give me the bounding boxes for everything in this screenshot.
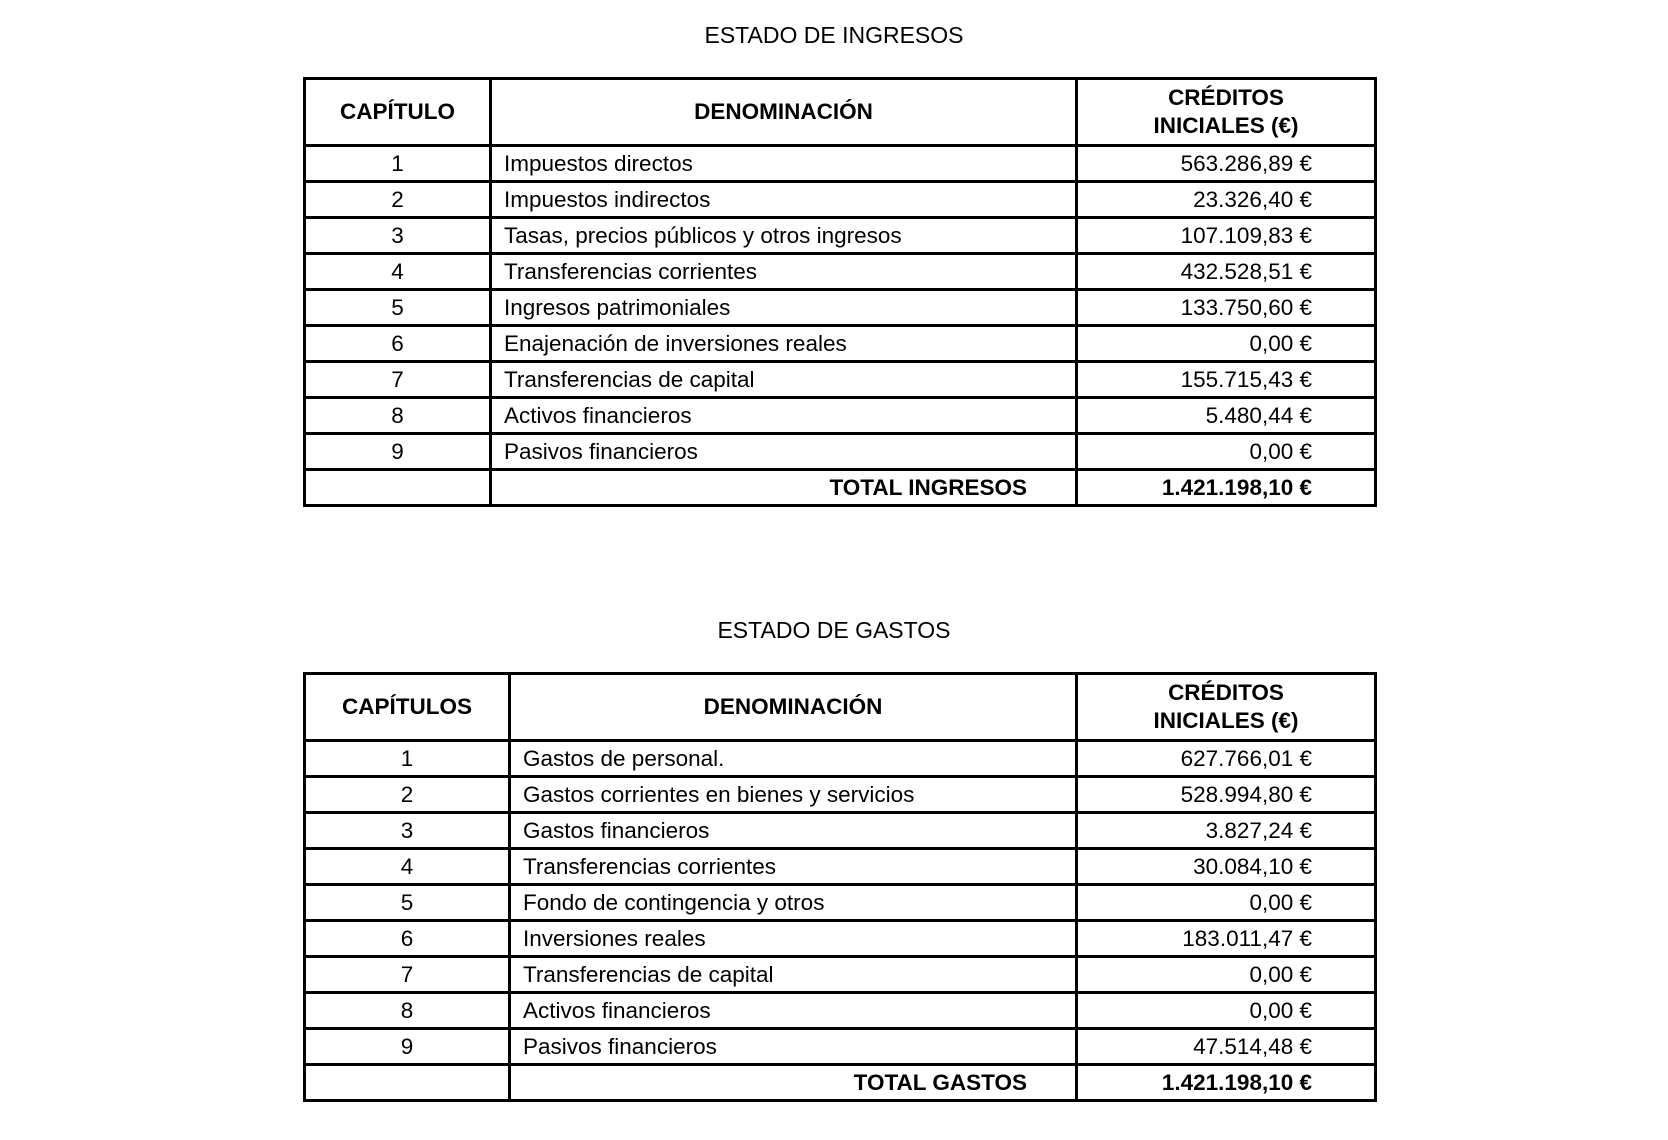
denominacion-cell: Inversiones reales bbox=[510, 921, 1077, 957]
creditos-cell: 23.326,40 € bbox=[1077, 182, 1376, 218]
capitulo-cell: 3 bbox=[305, 218, 491, 254]
table-row bbox=[305, 146, 1376, 182]
creditos-cell: 47.514,48 € bbox=[1077, 1029, 1376, 1065]
capitulo-cell: 5 bbox=[305, 885, 510, 921]
table-row bbox=[305, 398, 1376, 434]
creditos-cell: 107.109,83 € bbox=[1077, 218, 1376, 254]
denominacion-cell: Impuestos indirectos bbox=[491, 182, 1077, 218]
creditos-cell: 0,00 € bbox=[1077, 957, 1376, 993]
denominacion-cell: Pasivos financieros bbox=[491, 434, 1077, 470]
table-row bbox=[305, 218, 1376, 254]
total-label: TOTAL INGRESOS bbox=[491, 470, 1077, 506]
capitulo-cell: 6 bbox=[305, 326, 491, 362]
capitulo-cell: 1 bbox=[305, 741, 510, 777]
header-capitulo: CAPÍTULO bbox=[305, 79, 491, 146]
empty-cell bbox=[305, 1065, 510, 1101]
capitulo-cell: 7 bbox=[305, 957, 510, 993]
table-row bbox=[305, 993, 1376, 1029]
denominacion-cell: Transferencias corrientes bbox=[491, 254, 1077, 290]
denominacion-cell: Ingresos patrimoniales bbox=[491, 290, 1077, 326]
creditos-cell: 133.750,60 € bbox=[1077, 290, 1376, 326]
denominacion-cell: Fondo de contingencia y otros bbox=[510, 885, 1077, 921]
creditos-cell: 0,00 € bbox=[1077, 885, 1376, 921]
gastos-table bbox=[303, 672, 1377, 1102]
capitulo-cell: 8 bbox=[305, 398, 491, 434]
header-creditos: CRÉDITOS INICIALES (€) bbox=[1077, 674, 1376, 741]
table-row bbox=[305, 885, 1376, 921]
creditos-cell: 30.084,10 € bbox=[1077, 849, 1376, 885]
capitulo-cell: 6 bbox=[305, 921, 510, 957]
creditos-cell: 5.480,44 € bbox=[1077, 398, 1376, 434]
denominacion-cell: Impuestos directos bbox=[491, 146, 1077, 182]
table-row bbox=[305, 290, 1376, 326]
capitulo-cell: 9 bbox=[305, 1029, 510, 1065]
table-row bbox=[305, 362, 1376, 398]
denominacion-cell: Tasas, precios públicos y otros ingresos bbox=[491, 218, 1077, 254]
capitulo-cell: 7 bbox=[305, 362, 491, 398]
ingresos-title: ESTADO DE INGRESOS bbox=[704, 22, 964, 48]
creditos-cell: 528.994,80 € bbox=[1077, 777, 1376, 813]
capitulo-cell: 9 bbox=[305, 434, 491, 470]
total-amount: 1.421.198,10 € bbox=[1077, 1065, 1376, 1101]
creditos-cell: 3.827,24 € bbox=[1077, 813, 1376, 849]
header-capitulos: CAPÍTULOS bbox=[305, 674, 510, 741]
header-creditos: CRÉDITOS INICIALES (€) bbox=[1077, 79, 1376, 146]
denominacion-cell: Transferencias corrientes bbox=[510, 849, 1077, 885]
creditos-cell: 155.715,43 € bbox=[1077, 362, 1376, 398]
creditos-cell: 0,00 € bbox=[1077, 434, 1376, 470]
capitulo-cell: 1 bbox=[305, 146, 491, 182]
table-row bbox=[305, 813, 1376, 849]
table-row bbox=[305, 921, 1376, 957]
capitulo-cell: 2 bbox=[305, 777, 510, 813]
creditos-cell: 563.286,89 € bbox=[1077, 146, 1376, 182]
total-row bbox=[305, 470, 1376, 506]
header-denominacion: DENOMINACIÓN bbox=[510, 674, 1077, 741]
empty-cell bbox=[305, 470, 491, 506]
table-row bbox=[305, 741, 1376, 777]
creditos-cell: 432.528,51 € bbox=[1077, 254, 1376, 290]
capitulo-cell: 4 bbox=[305, 849, 510, 885]
creditos-cell: 0,00 € bbox=[1077, 326, 1376, 362]
table-row bbox=[305, 777, 1376, 813]
denominacion-cell: Enajenación de inversiones reales bbox=[491, 326, 1077, 362]
creditos-cell: 183.011,47 € bbox=[1077, 921, 1376, 957]
capitulo-cell: 8 bbox=[305, 993, 510, 1029]
denominacion-cell: Gastos financieros bbox=[510, 813, 1077, 849]
capitulo-cell: 5 bbox=[305, 290, 491, 326]
table-row bbox=[305, 182, 1376, 218]
table-row bbox=[305, 254, 1376, 290]
header-row bbox=[305, 79, 1376, 146]
ingresos-table bbox=[303, 77, 1377, 507]
header-denominacion: DENOMINACIÓN bbox=[491, 79, 1077, 146]
denominacion-cell: Gastos corrientes en bienes y servicios bbox=[510, 777, 1077, 813]
header-row bbox=[305, 674, 1376, 741]
denominacion-cell: Transferencias de capital bbox=[510, 957, 1077, 993]
total-row bbox=[305, 1065, 1376, 1101]
gastos-title: ESTADO DE GASTOS bbox=[717, 617, 951, 643]
total-amount: 1.421.198,10 € bbox=[1077, 470, 1376, 506]
denominacion-cell: Transferencias de capital bbox=[491, 362, 1077, 398]
creditos-cell: 0,00 € bbox=[1077, 993, 1376, 1029]
table-row bbox=[305, 957, 1376, 993]
table-row bbox=[305, 1029, 1376, 1065]
total-label: TOTAL GASTOS bbox=[510, 1065, 1077, 1101]
capitulo-cell: 3 bbox=[305, 813, 510, 849]
creditos-cell: 627.766,01 € bbox=[1077, 741, 1376, 777]
capitulo-cell: 4 bbox=[305, 254, 491, 290]
table-row bbox=[305, 434, 1376, 470]
denominacion-cell: Activos financieros bbox=[510, 993, 1077, 1029]
table-row bbox=[305, 849, 1376, 885]
capitulo-cell: 2 bbox=[305, 182, 491, 218]
table-row bbox=[305, 326, 1376, 362]
denominacion-cell: Pasivos financieros bbox=[510, 1029, 1077, 1065]
denominacion-cell: Activos financieros bbox=[491, 398, 1077, 434]
denominacion-cell: Gastos de personal. bbox=[510, 741, 1077, 777]
